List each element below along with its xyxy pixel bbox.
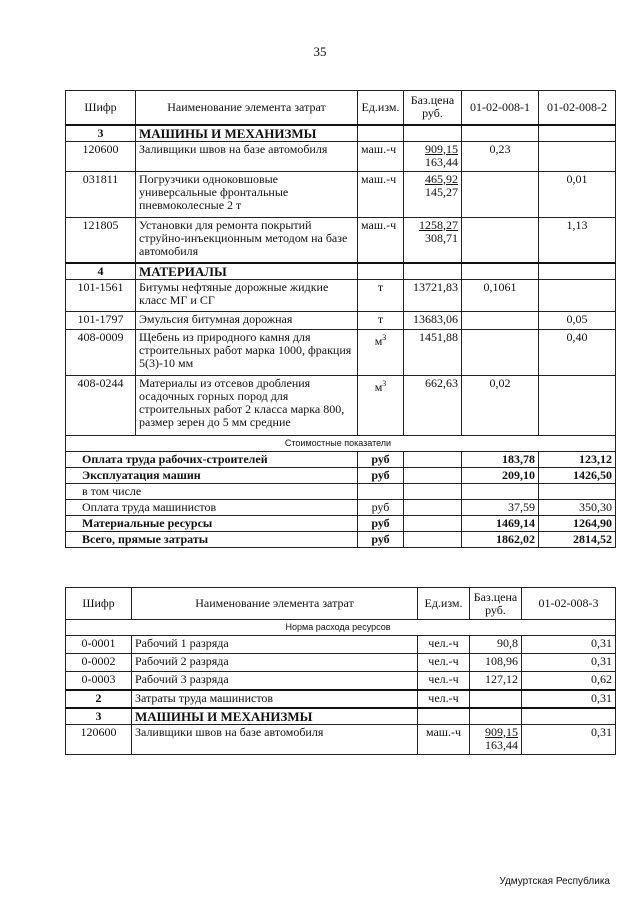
- row-name: Битумы нефтяные дорожные жидкие класс МГ и СГ: [136, 280, 358, 312]
- summary-name: Эксплуатация машин: [66, 468, 358, 484]
- row-value: 0,31: [522, 724, 616, 754]
- table-row: [66, 672, 616, 690]
- row-value-2: 0,40: [539, 330, 616, 376]
- row-value: 0,31: [522, 636, 616, 654]
- table-row: [66, 312, 616, 330]
- summary-name: Материальные ресурсы: [66, 516, 358, 532]
- summary-value-1: 1469,14: [462, 516, 539, 532]
- row-value: 0,31: [522, 654, 616, 672]
- summary-unit: руб: [358, 452, 404, 468]
- header-col2: 01-02-008-2: [539, 91, 616, 125]
- row-value-2: [539, 141, 616, 171]
- section-title: МАШИНЫ И МЕХАНИЗМЫ: [136, 125, 358, 142]
- table-header-row: [66, 91, 616, 125]
- row-unit: чел.-ч: [418, 654, 470, 672]
- table-row: [66, 217, 616, 263]
- summary-name: Оплата труда рабочих-строителей: [66, 452, 358, 468]
- row-unit: чел.-ч: [418, 672, 470, 690]
- row-value-2: [539, 280, 616, 312]
- row-unit: маш.-ч: [418, 724, 470, 754]
- row-unit: т: [358, 280, 404, 312]
- summary-row: [66, 468, 616, 484]
- header-col3: 01-02-008-3: [522, 588, 616, 620]
- section-title: МАШИНЫ И МЕХАНИЗМЫ: [132, 708, 418, 725]
- summary-name: Всего, прямые затраты: [66, 532, 358, 548]
- row-name: Рабочий 1 разряда: [132, 636, 418, 654]
- summary-value-2: 1426,50: [539, 468, 616, 484]
- row-value-1: [462, 217, 539, 263]
- summary-row: [66, 484, 616, 500]
- row-code: 121805: [66, 217, 136, 263]
- row-code: 101-1561: [66, 280, 136, 312]
- summary-value-1: 37,59: [462, 500, 539, 516]
- summary-row: [66, 452, 616, 468]
- summary-unit: руб: [358, 468, 404, 484]
- row-price: [470, 690, 522, 708]
- row-unit: маш.-ч: [358, 141, 404, 171]
- row-price: 108,96: [470, 654, 522, 672]
- row-value: 0,62: [522, 672, 616, 690]
- summary-value-2: 1264,90: [539, 516, 616, 532]
- cost-header-row: [66, 436, 616, 452]
- table-row: [66, 330, 616, 376]
- row-price: 1258,27 308,71: [404, 217, 462, 263]
- summary-row: [66, 532, 616, 548]
- row-value-1: [462, 171, 539, 217]
- row-name: Эмульсия битумная дорожная: [136, 312, 358, 330]
- table-row: [66, 690, 616, 708]
- row-name: Рабочий 3 разряда: [132, 672, 418, 690]
- row-price: 13683,06: [404, 312, 462, 330]
- row-value: 0,31: [522, 690, 616, 708]
- row-name: Заливщики швов на базе автомобиля: [136, 141, 358, 171]
- section-row: [66, 125, 616, 142]
- summary-row: [66, 516, 616, 532]
- row-unit: чел.-ч: [418, 690, 470, 708]
- row-code: 101-1797: [66, 312, 136, 330]
- summary-value-1: 183,78: [462, 452, 539, 468]
- row-code: 0-0002: [66, 654, 132, 672]
- row-unit: т: [358, 312, 404, 330]
- header-price: Баз.цена руб.: [404, 91, 462, 125]
- row-value-1: 0,1061: [462, 280, 539, 312]
- section-code: 4: [66, 263, 136, 280]
- cost-table-2: [65, 587, 616, 755]
- row-unit: маш.-ч: [358, 217, 404, 263]
- row-code: 120600: [66, 724, 132, 754]
- header-name: Наименование элемента затрат: [136, 91, 358, 125]
- section-title: МАТЕРИАЛЫ: [136, 263, 358, 280]
- summary-value-2: 123,12: [539, 452, 616, 468]
- row-name: Щебень из природного камня для строительных работ марка 1000, фракция 5(3)-10 мм: [136, 330, 358, 376]
- header-unit: Ед.изм.: [358, 91, 404, 125]
- summary-value-2: 2814,52: [539, 532, 616, 548]
- header-code: Шифр: [66, 588, 132, 620]
- row-value-1: 0,02: [462, 376, 539, 436]
- table-row: [66, 654, 616, 672]
- summary-name: Оплата труда машинистов: [66, 500, 358, 516]
- row-price: 1451,88: [404, 330, 462, 376]
- row-value-2: 0,01: [539, 171, 616, 217]
- row-name: Заливщики швов на базе автомобиля: [132, 724, 418, 754]
- row-code: 408-0009: [66, 330, 136, 376]
- summary-name: в том числе: [66, 484, 358, 500]
- header-col1: 01-02-008-1: [462, 91, 539, 125]
- table-row: [66, 171, 616, 217]
- row-value-1: [462, 312, 539, 330]
- row-value-2: 1,13: [539, 217, 616, 263]
- row-code: 120600: [66, 141, 136, 171]
- row-price: 662,63: [404, 376, 462, 436]
- page-number: 35: [313, 44, 327, 59]
- summary-unit: руб: [358, 516, 404, 532]
- row-value-2: 0,05: [539, 312, 616, 330]
- row-unit: чел.-ч: [418, 636, 470, 654]
- table-row: [66, 636, 616, 654]
- summary-unit: руб: [358, 500, 404, 516]
- row-value-2: [539, 376, 616, 436]
- row-code: 2: [66, 690, 132, 708]
- summary-value-2: 350,30: [539, 500, 616, 516]
- row-unit: $м^3$: [358, 376, 404, 436]
- table-row: [66, 724, 616, 754]
- section-row: [66, 708, 616, 725]
- row-name: Затраты труда машинистов: [132, 690, 418, 708]
- row-value-1: 0,23: [462, 141, 539, 171]
- summary-unit: руб: [358, 532, 404, 548]
- header-unit: Ед.изм.: [418, 588, 470, 620]
- row-price: 465,92 145,27: [404, 171, 462, 217]
- row-name: Установки для ремонта покрытий струйно-инъекционным методом на базе автомобиля: [136, 217, 358, 263]
- row-unit: $м^3$: [358, 330, 404, 376]
- section-row: [66, 263, 616, 280]
- row-value-1: [462, 330, 539, 376]
- summary-value-1: 1862,02: [462, 532, 539, 548]
- table-row: [66, 376, 616, 436]
- row-price: 13721,83: [404, 280, 462, 312]
- row-price: 90,8: [470, 636, 522, 654]
- section-code: 3: [66, 708, 132, 725]
- section-code: 3: [66, 125, 136, 142]
- norm-header-row: [66, 620, 616, 636]
- norm-header: Норма расхода ресурсов: [66, 620, 616, 636]
- summary-value-1: 209,10: [462, 468, 539, 484]
- header-name: Наименование элемента затрат: [132, 588, 418, 620]
- summary-row: [66, 500, 616, 516]
- table-row: [66, 280, 616, 312]
- header-code: Шифр: [66, 91, 136, 125]
- table-row: [66, 141, 616, 171]
- row-price: 127,12: [470, 672, 522, 690]
- row-code: 408-0244: [66, 376, 136, 436]
- row-name: Рабочий 2 разряда: [132, 654, 418, 672]
- row-code: 031811: [66, 171, 136, 217]
- header-price: Баз.цена руб.: [470, 588, 522, 620]
- row-price: 909,15 163,44: [470, 724, 522, 754]
- row-code: 0-0003: [66, 672, 132, 690]
- cost-table-1: [65, 90, 616, 548]
- row-unit: маш.-ч: [358, 171, 404, 217]
- row-price: 909,15 163,44: [404, 141, 462, 171]
- row-name: Материалы из отсевов дробления осадочных горных пород для строительных работ 2 класса марка 800, размер зерен до 5 мм средние: [136, 376, 358, 436]
- table-header-row: [66, 588, 616, 620]
- row-code: 0-0001: [66, 636, 132, 654]
- cost-header: Стоимостные показатели: [66, 436, 616, 452]
- row-name: Погрузчики одноковшовые универсальные фронтальные пневмоколесные 2 т: [136, 171, 358, 217]
- footer-region: Удмуртская Республика: [499, 876, 610, 887]
